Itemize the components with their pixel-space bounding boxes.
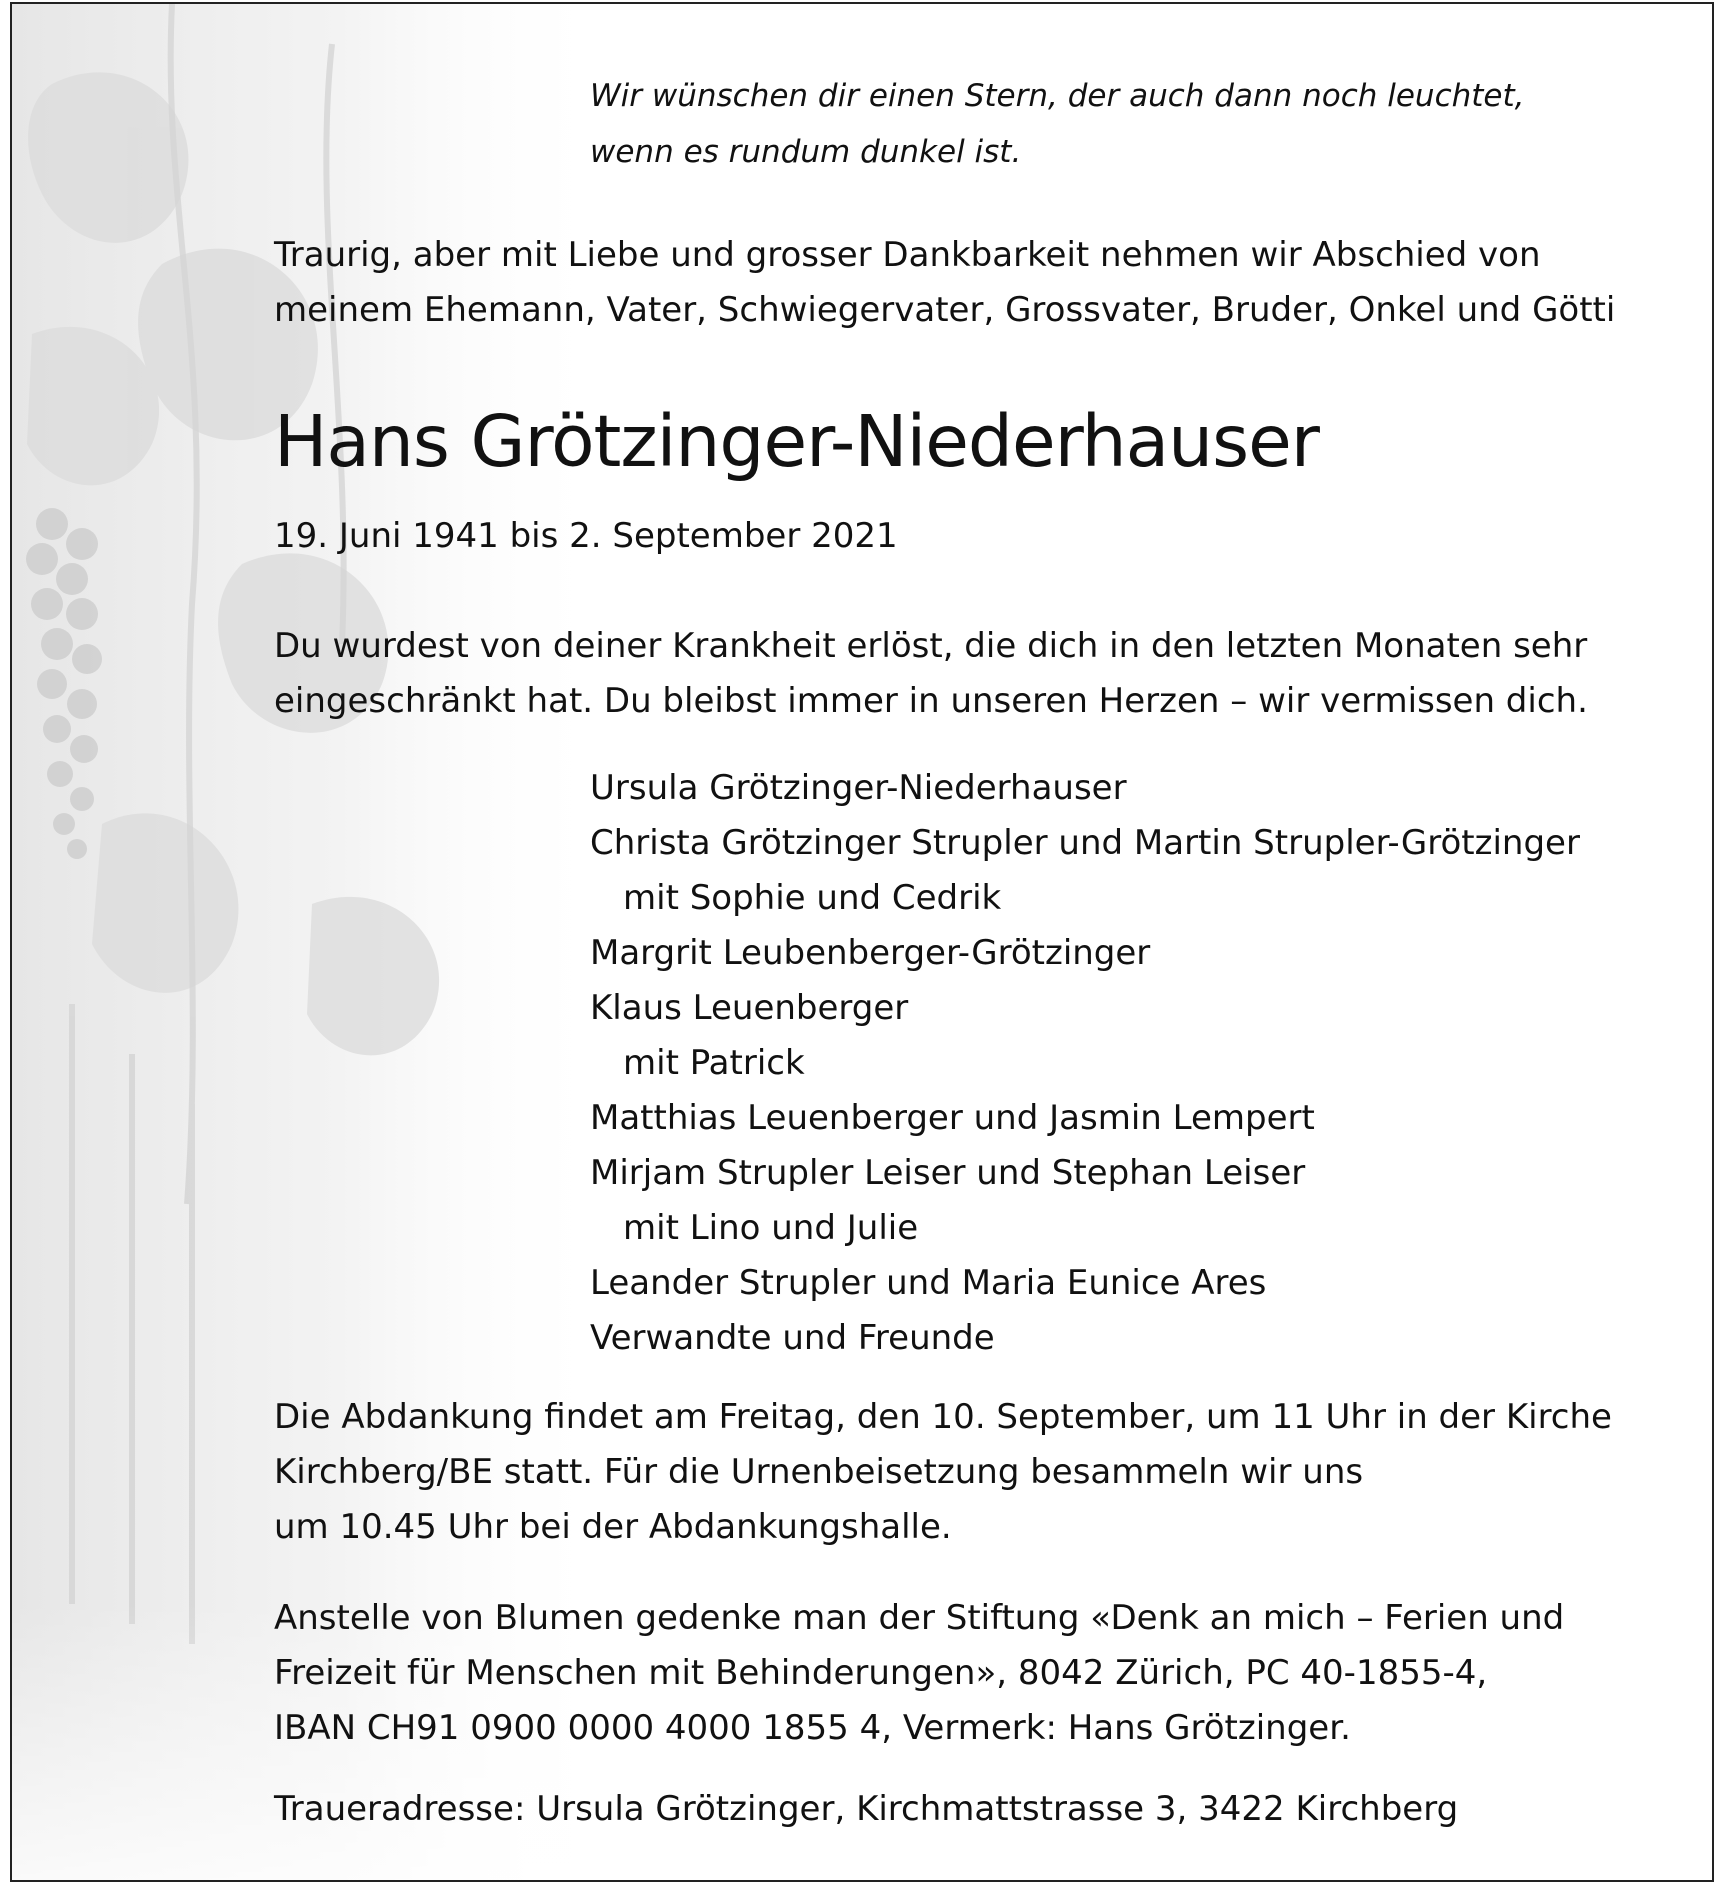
life-dates: 19. Juni 1941 bis 2. September 2021 <box>274 516 898 556</box>
service-line: Die Abdankung findet am Freitag, den 10. September, um 11 Uhr in der Kirche <box>274 1397 1612 1437</box>
farewell-intro <box>274 228 1615 338</box>
remembrance-text <box>274 619 1588 729</box>
mourner-children: mit Patrick <box>623 1043 805 1083</box>
service-line: um 10.45 Uhr bei der Abdankungshalle. <box>274 1507 952 1547</box>
remembrance-line: eingeschränkt hat. Du bleibst immer in unseren Herzen – wir vermissen dich. <box>274 681 1588 721</box>
mourner-children: mit Sophie und Cedrik <box>623 878 1002 918</box>
mourner: Verwandte und Freunde <box>590 1318 995 1358</box>
mourners-list <box>590 761 1580 1366</box>
intro-line: Traurig, aber mit Liebe und grosser Dankbarkeit nehmen wir Abschied von <box>274 235 1541 275</box>
mourner: Matthias Leuenberger und Jasmin Lempert <box>590 1098 1315 1138</box>
mourner: Ursula Grötzinger-Niederhauser <box>590 768 1127 808</box>
mourner: Margrit Leubenberger-Grötzinger <box>590 933 1151 973</box>
mourner-children: mit Lino und Julie <box>623 1208 919 1248</box>
quote-line: Wir wünschen dir einen Stern, der auch dann noch leuchtet, <box>590 78 1525 114</box>
mourner: Klaus Leuenberger <box>590 988 909 1028</box>
obituary-notice <box>10 2 1714 1882</box>
mourning-address: Traueradresse: Ursula Grötzinger, Kirchmattstrasse 3, 3422 Kirchberg <box>274 1789 1459 1829</box>
intro-line: meinem Ehemann, Vater, Schwiegervater, Grossvater, Bruder, Onkel und Götti <box>274 290 1616 330</box>
quote-line: wenn es rundum dunkel ist. <box>590 134 1022 170</box>
donation-info <box>274 1591 1564 1756</box>
deceased-name: Hans Grötzinger-Niederhauser <box>274 400 1319 483</box>
donation-line: Freizeit für Menschen mit Behinderungen», 8042 Zürich, PC 40-1855-4, <box>274 1653 1488 1693</box>
opening-quote <box>590 68 1525 180</box>
service-details <box>274 1390 1612 1555</box>
donation-line: Anstelle von Blumen gedenke man der Stiftung «Denk an mich – Ferien und <box>274 1598 1565 1638</box>
donation-line: IBAN CH91 0900 0000 4000 1855 4, Vermerk: Hans Grötzinger. <box>274 1708 1351 1748</box>
notice-content <box>12 4 1712 1880</box>
mourner: Christa Grötzinger Strupler und Martin Strupler-Grötzinger <box>590 823 1580 863</box>
remembrance-line: Du wurdest von deiner Krankheit erlöst, die dich in den letzten Monaten sehr <box>274 626 1588 666</box>
mourner: Leander Strupler und Maria Eunice Ares <box>590 1263 1267 1303</box>
service-line: Kirchberg/BE statt. Für die Urnenbeisetzung besammeln wir uns <box>274 1452 1364 1492</box>
mourner: Mirjam Strupler Leiser und Stephan Leiser <box>590 1153 1306 1193</box>
